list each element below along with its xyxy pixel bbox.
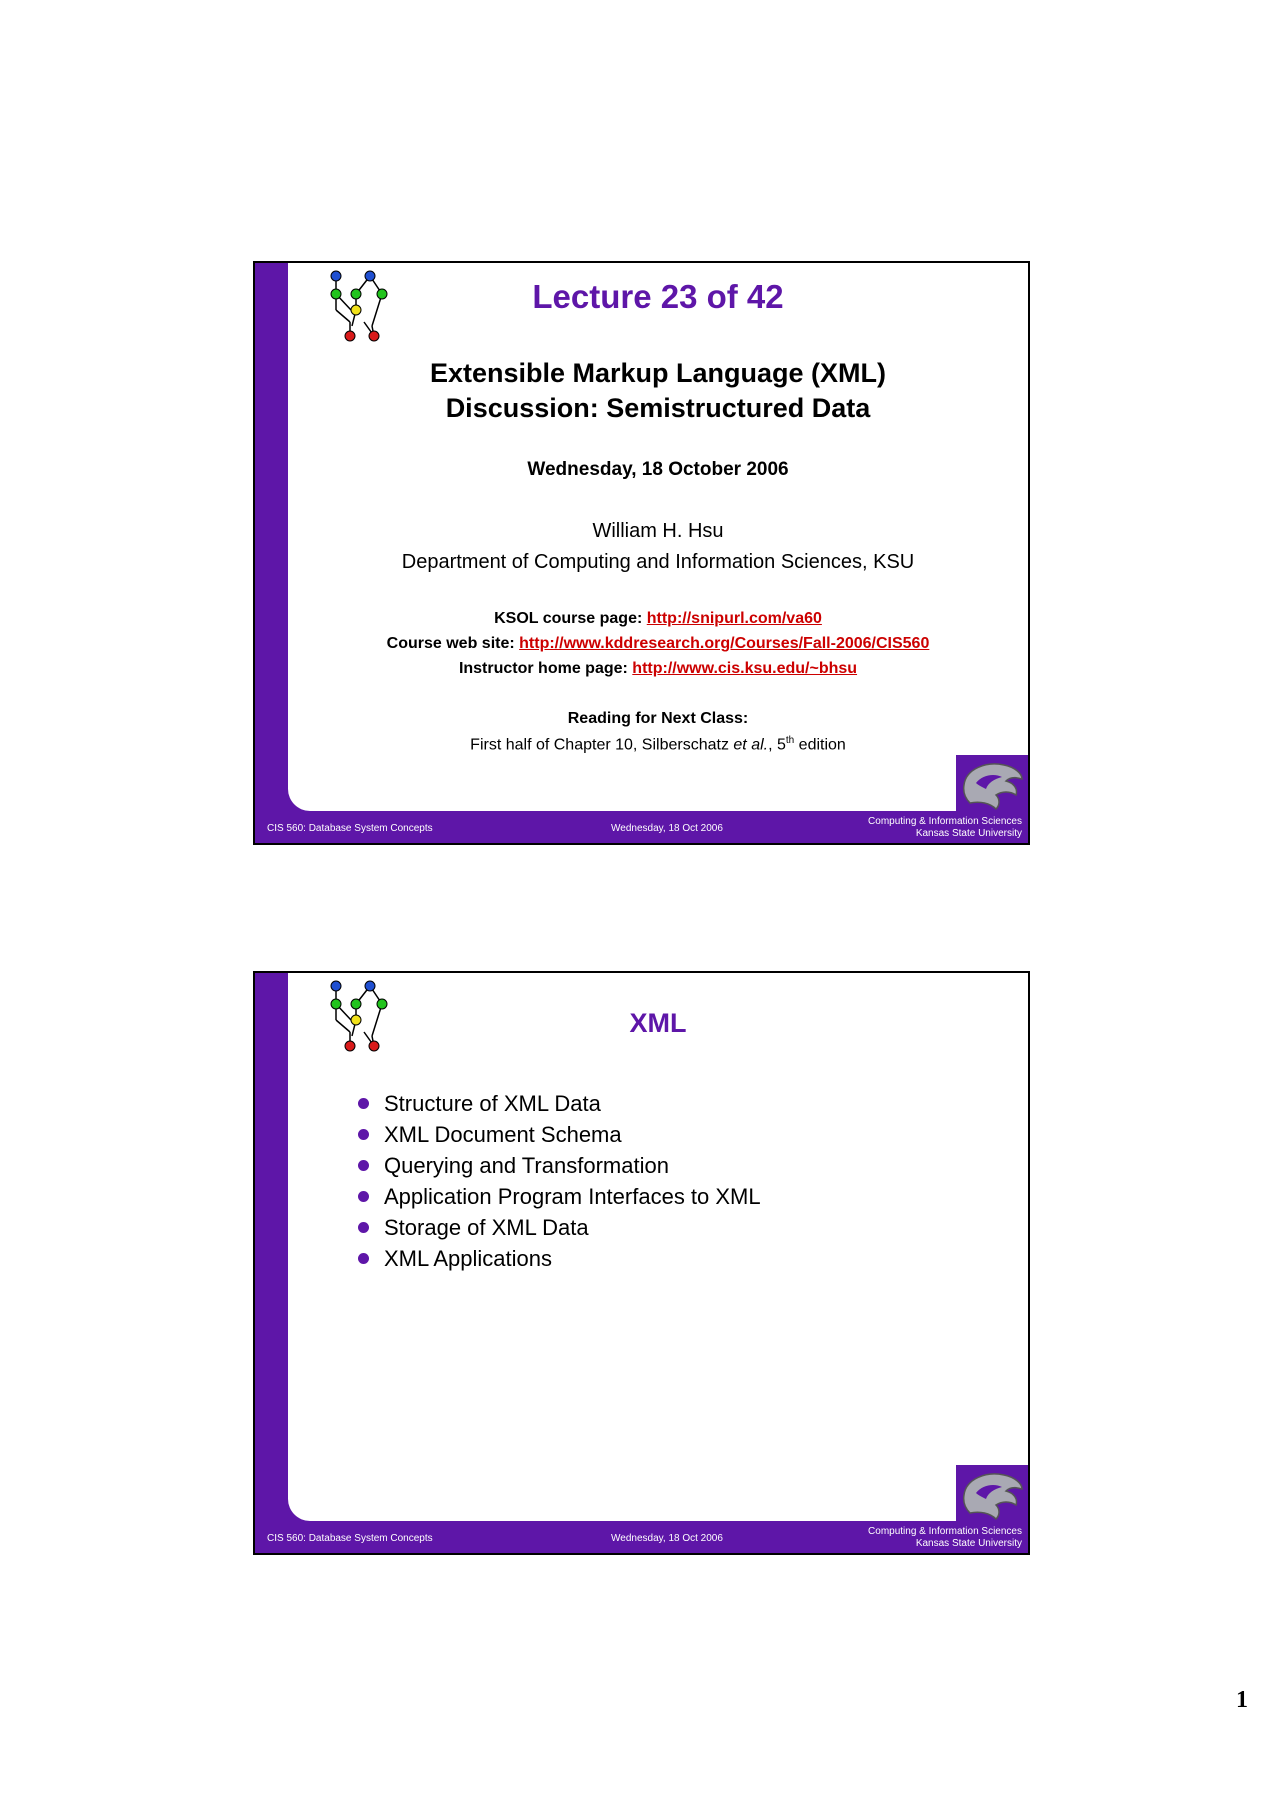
slide-subtitle-line-1: Extensible Markup Language (XML) (429, 358, 887, 388)
ksu-wildcat-logo-icon (956, 755, 1028, 815)
footer-course: CIS 560: Database System Concepts (267, 823, 433, 834)
footer-course: CIS 560: Database System Concepts (267, 1533, 433, 1544)
ksol-link-label: KSOL course page: (494, 610, 647, 627)
footer-date: Wednesday, 18 Oct 2006 (611, 823, 723, 834)
ksol-link-line (288, 610, 1028, 628)
reading-heading: Reading for Next Class: (567, 710, 749, 727)
bullet-item: Storage of XML Data (356, 1212, 761, 1243)
department: Department of Computing and Information Sciences, KSU (401, 551, 915, 573)
course-site-link-line (288, 635, 1028, 653)
footer-dept-line-2: Kansas State University (915, 828, 1022, 839)
instructor-page-label: Instructor home page: (458, 660, 633, 677)
slide-2 (253, 971, 1030, 1555)
slide-footer (255, 811, 1028, 843)
course-site-link[interactable]: http://www.kddresearch.org/Courses/Fall-2006/CIS560 (519, 635, 930, 652)
footer-dept-line-1: Computing & Information Sciences (868, 816, 1022, 827)
slide-1 (253, 261, 1030, 845)
footer-department (868, 1526, 1022, 1550)
reading-text (288, 735, 1028, 754)
footer-dept-line-2: Kansas State University (915, 1538, 1022, 1549)
course-site-label: Course web site: (386, 635, 520, 652)
instructor-link-line (288, 660, 1028, 678)
lecture-date: Wednesday, 18 October 2006 (527, 459, 789, 480)
slide-title: Lecture 23 of 42 (532, 278, 784, 315)
bullet-item: XML Applications (356, 1243, 761, 1274)
ksu-wildcat-logo-icon (956, 1465, 1028, 1525)
bullet-list (356, 1088, 761, 1274)
bullet-item: Structure of XML Data (356, 1088, 761, 1119)
slide-content (288, 263, 1028, 811)
reading-suffix: edition (794, 736, 846, 754)
slide-footer (255, 1521, 1028, 1553)
reading-sup: th (785, 735, 795, 746)
slide-title: XML (629, 1008, 687, 1038)
bullet-item: Application Program Interfaces to XML (356, 1181, 761, 1212)
footer-dept-line-1: Computing & Information Sciences (868, 1526, 1022, 1537)
reading-mid: , 5 (768, 736, 786, 754)
slide-subtitle-line-2: Discussion: Semistructured Data (445, 393, 871, 423)
slide-content (288, 973, 1028, 1521)
instructor-page-link[interactable]: http://www.cis.ksu.edu/~bhsu (632, 660, 858, 677)
reading-etal: et al. (733, 736, 769, 754)
author: William H. Hsu (592, 520, 724, 542)
footer-date: Wednesday, 18 Oct 2006 (611, 1533, 723, 1544)
bullet-item: XML Document Schema (356, 1119, 761, 1150)
bullet-item: Querying and Transformation (356, 1150, 761, 1181)
footer-department (868, 816, 1022, 840)
reading-prefix: First half of Chapter 10, Silberschatz (470, 736, 734, 754)
page-number: 1 (1236, 1687, 1248, 1713)
ksol-link[interactable]: http://snipurl.com/va60 (646, 610, 822, 627)
